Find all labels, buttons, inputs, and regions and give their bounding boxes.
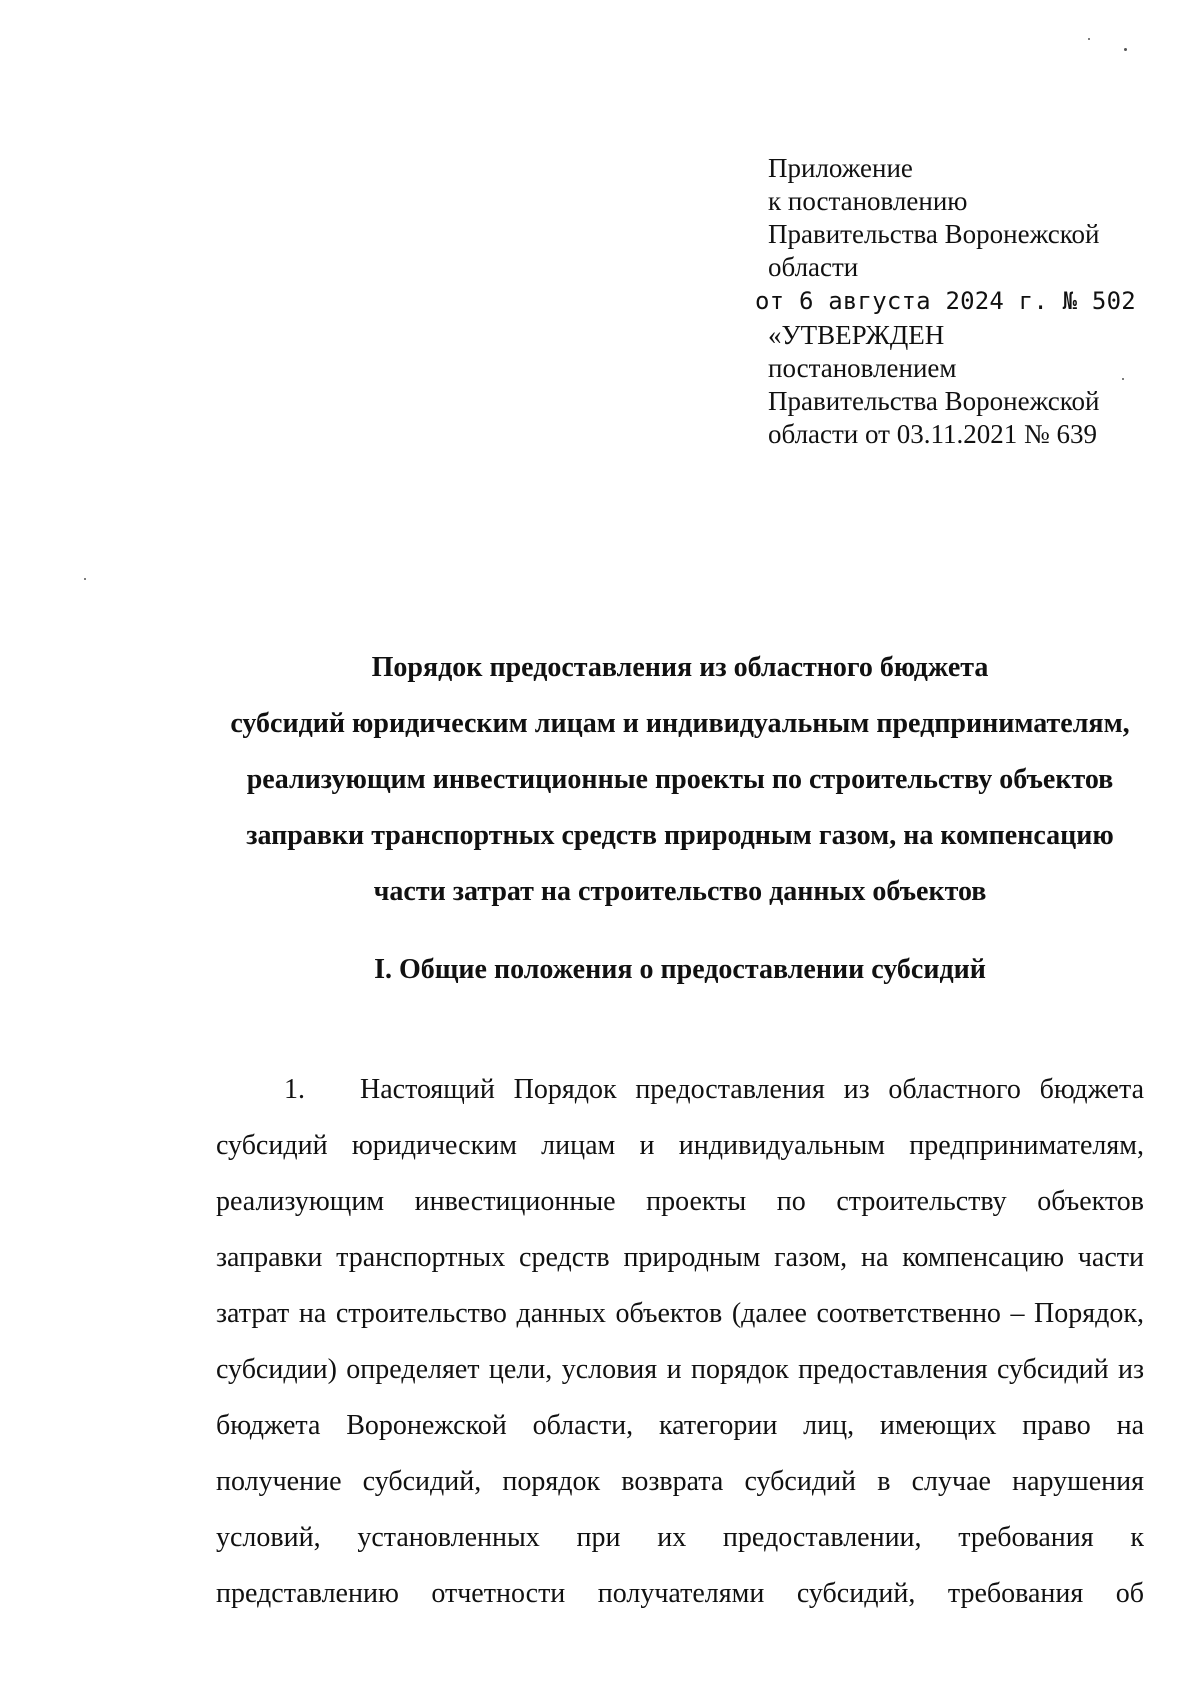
scan-speck bbox=[1124, 48, 1127, 51]
title-line: части затрат на строительство данных объектов bbox=[373, 876, 987, 907]
paragraph-line: субсидии) определяет цели, условия и порядок предоставления субсидий из bbox=[216, 1354, 1144, 1385]
scan-speck bbox=[84, 578, 86, 580]
paragraph-line bbox=[216, 1062, 1144, 1118]
section-heading: I. Общие положения о предоставлении субсидий bbox=[374, 954, 986, 985]
paragraph-line: затрат на строительство данных объектов (далее соответственно – Порядок, bbox=[216, 1298, 1144, 1329]
paragraph-line: условий, установленных при их предоставлении, требования к bbox=[216, 1522, 1144, 1553]
title-line: Порядок предоставления из областного бюджета bbox=[371, 652, 989, 683]
paragraph-line: заправки транспортных средств природным газом, на компенсацию части bbox=[216, 1242, 1144, 1273]
paragraph-line: реализующим инвестиционные проекты по строительству объектов bbox=[216, 1186, 1144, 1217]
decree-date-number: от 6 августа 2024 г. № 502 bbox=[755, 287, 1136, 315]
paragraph-line: субсидий юридическим лицам и индивидуальным предпринимателям, bbox=[216, 1130, 1144, 1161]
header-line: к постановлению bbox=[768, 186, 968, 216]
approved-line: области от 03.11.2021 № 639 bbox=[768, 419, 1097, 449]
header-line: Приложение bbox=[768, 153, 913, 183]
paragraph-1 bbox=[216, 1062, 1144, 1622]
header-line: Правительства Воронежской bbox=[768, 219, 1100, 249]
document-title bbox=[150, 640, 1200, 920]
title-line: реализующим инвестиционные проекты по строительству объектов bbox=[246, 764, 1114, 795]
paragraph-number: 1. bbox=[284, 1074, 305, 1105]
approved-line: «УТВЕРЖДЕН bbox=[768, 320, 945, 350]
paragraph-line-text: Настоящий Порядок предоставления из областного бюджета bbox=[360, 1074, 1144, 1105]
title-line: заправки транспортных средств природным газом, на компенсацию bbox=[246, 820, 1114, 851]
header-line: области bbox=[768, 252, 859, 282]
paragraph-line: представлению отчетности получателями субсидий, требования об bbox=[216, 1578, 1144, 1609]
approval-header bbox=[755, 152, 1136, 451]
paragraph-line: бюджета Воронежской области, категории лиц, имеющих право на bbox=[216, 1410, 1144, 1441]
approved-line: постановлением bbox=[768, 353, 957, 383]
paragraph-line: получение субсидий, порядок возврата субсидий в случае нарушения bbox=[216, 1466, 1144, 1497]
approved-line: Правительства Воронежской bbox=[768, 386, 1100, 416]
scan-speck bbox=[1088, 38, 1090, 40]
title-line: субсидий юридическим лицам и индивидуальным предпринимателям, bbox=[230, 708, 1130, 739]
